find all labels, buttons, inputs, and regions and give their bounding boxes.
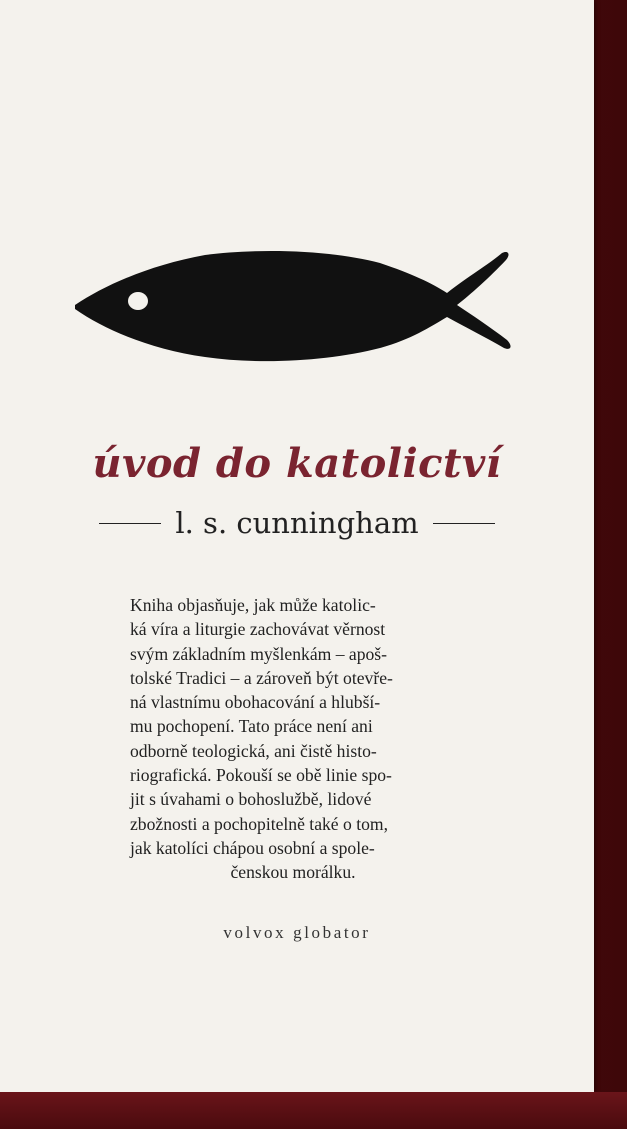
blurb-line: zbožnosti a pochopitelně také o tom,	[130, 813, 388, 834]
book-edge-background	[0, 1092, 627, 1129]
blurb-line: jit s úvahami o bohoslužbě, lidové	[130, 789, 372, 810]
blurb-line: tolské Tradici – a zároveň být otevře-	[130, 667, 393, 688]
fish-icon	[70, 245, 520, 370]
blurb-line: ká víra a liturgie zachovávat věrnost	[130, 619, 386, 640]
blurb-line: jak katolíci chápou osobní a spole-	[130, 837, 375, 858]
book-title: úvod do katolictví	[92, 440, 502, 487]
blurb-line: čenskou morálku.	[230, 862, 356, 883]
publisher-name: volvox globator	[223, 923, 371, 942]
author-line	[0, 506, 594, 540]
blurb-text	[130, 593, 456, 885]
blurb-line: odborně teologická, ani čistě histo-	[130, 740, 377, 761]
blurb-line: ná vlastnímu obohacování a hlubší-	[130, 692, 381, 713]
right-rule	[433, 523, 495, 524]
blurb-line: Kniha objasňuje, jak může katolic-	[130, 595, 376, 615]
blurb-line: riografická. Pokouší se obě linie spo-	[130, 765, 392, 786]
blurb-line: mu pochopení. Tato práce není ani	[130, 716, 373, 737]
author-name: l. s. cunningham	[175, 506, 419, 540]
left-rule	[99, 523, 161, 524]
blurb-line: svým základním myšlenkám – apoš-	[130, 643, 388, 664]
